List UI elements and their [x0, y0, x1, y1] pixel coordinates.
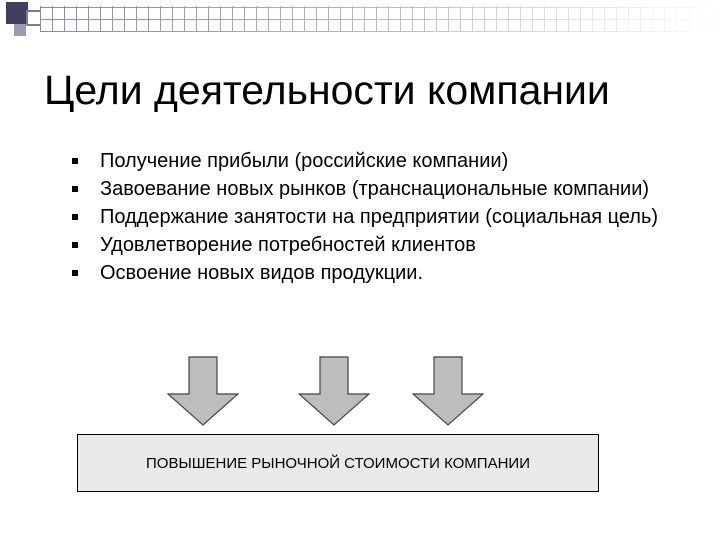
- goal-item: Освоение новых видов продукции.: [72, 262, 672, 285]
- goal-item: Завоевание новых рынков (транснациональные компании): [72, 178, 672, 201]
- goals-list: [72, 150, 672, 290]
- down-arrow-icon: [412, 356, 484, 426]
- decor-square-light: [14, 24, 26, 36]
- decor-grid-fade: [40, 6, 720, 32]
- result-label: ПОВЫШЕНИЕ РЫНОЧНОЙ СТОИМОСТИ КОМПАНИИ: [146, 454, 530, 472]
- goal-item: Поддержание занятости на предприятии (социальная цель): [72, 206, 672, 229]
- goal-item: Получение прибыли (российские компании): [72, 150, 672, 173]
- page-title: Цели деятельности компании: [44, 67, 610, 113]
- down-arrow-icon: [167, 356, 239, 426]
- result-box: [77, 434, 599, 492]
- down-arrow-icon: [298, 356, 370, 426]
- decor-square-dark: [6, 2, 28, 24]
- goal-item: Удовлетворение потребностей клиентов: [72, 234, 672, 257]
